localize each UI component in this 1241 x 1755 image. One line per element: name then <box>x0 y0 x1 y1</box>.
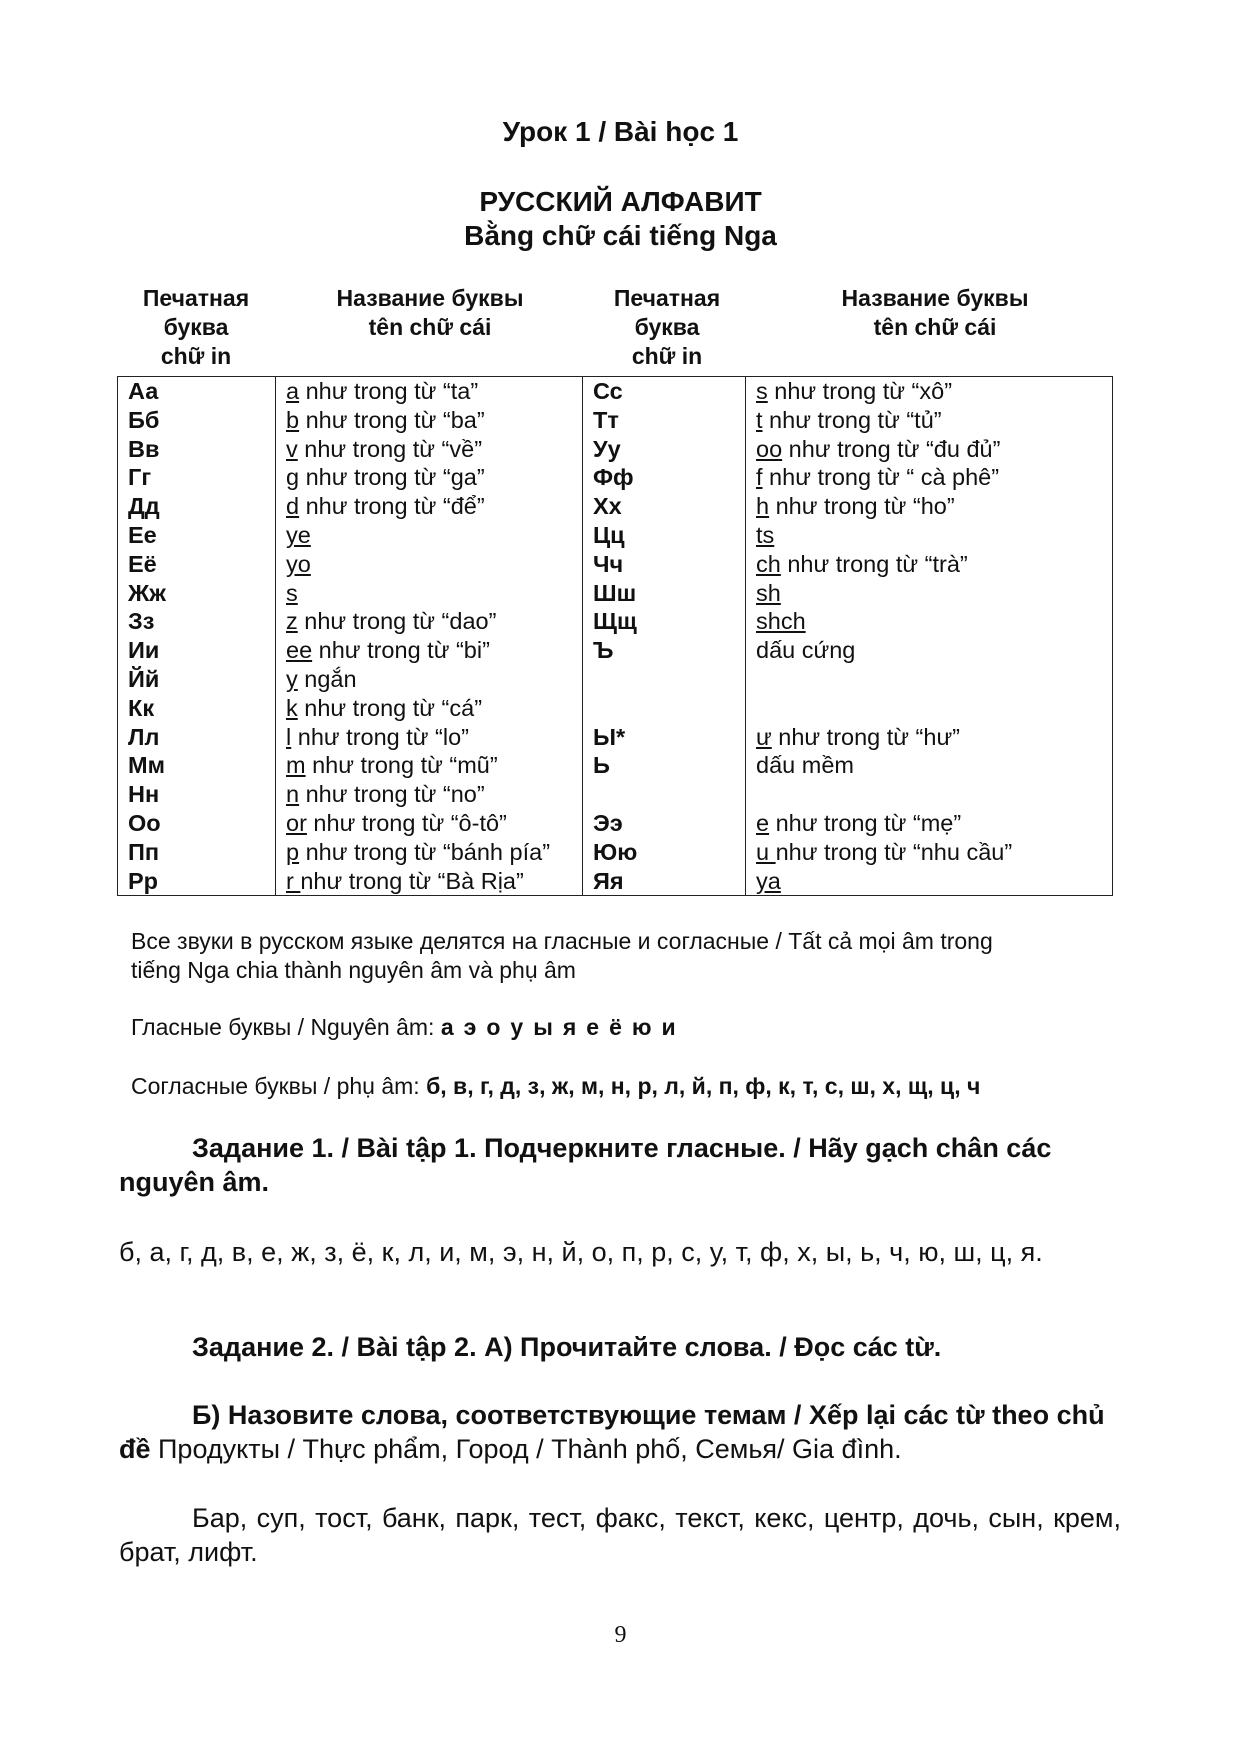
letter-name: f như trong từ “ cà phê” <box>756 464 1000 491</box>
printed-letter: Ее <box>118 521 276 550</box>
alphabet-row <box>118 607 1113 636</box>
vowel-letter: е <box>586 1014 600 1040</box>
printed-letter: Хх <box>583 492 746 521</box>
task2-part-b: Б) Назовите слова, соответствующие темам / Xếp lại các từ theo chủ đề Продукты / Thực phẩm, Город / Thành phố, Семья/ Gia đình. <box>119 1400 1105 1464</box>
letter-name: s <box>276 579 583 608</box>
letter-name: ư như trong từ “hư” <box>756 723 960 750</box>
alphabet-row <box>118 665 1113 694</box>
printed-letter: Юю <box>583 838 746 867</box>
printed-letter: Йй <box>118 665 276 694</box>
printed-letter: Тт <box>583 406 746 435</box>
printed-letter: Фф <box>583 463 746 492</box>
vowel-list <box>441 1014 686 1040</box>
vowel-letter: я <box>562 1014 577 1040</box>
letter-name: l như trong từ “lo” <box>276 723 583 752</box>
letter-name: z như trong từ “dao” <box>276 607 583 636</box>
alphabet-row <box>118 463 1113 492</box>
vowel-letter: а <box>440 1014 454 1040</box>
alphabet-row <box>118 406 1113 435</box>
letter-name <box>746 780 1113 809</box>
alphabet-row <box>118 838 1113 867</box>
printed-letter: Нн <box>118 780 276 809</box>
letter-name: b như trong từ “ba” <box>276 406 583 435</box>
alphabet-row <box>118 492 1113 521</box>
printed-letter: Рр <box>118 867 276 896</box>
letter-name: sh <box>756 579 781 606</box>
alphabet-title-ru: РУССКИЙ АЛФАВИТ <box>479 186 762 217</box>
letter-name: p như trong từ “bánh pía” <box>276 838 583 867</box>
letter-name: s như trong từ “xô” <box>756 378 953 404</box>
printed-letter: Ээ <box>583 809 746 838</box>
letter-name: n như trong từ “no” <box>276 780 583 809</box>
letter-name: shch <box>756 608 806 635</box>
task2-title: Задание 2. / Bài tập 2. А) Прочитайте слова. / Đọc các từ. <box>192 1332 942 1362</box>
letter-name <box>746 665 1113 694</box>
letter-name: ch như trong từ “trà” <box>756 550 968 577</box>
alphabet-table <box>117 376 1113 896</box>
printed-letter: Чч <box>583 550 746 579</box>
alphabet-row <box>118 809 1113 838</box>
printed-letter: Мм <box>118 751 276 780</box>
printed-letter: Ии <box>118 636 276 665</box>
printed-letter: Аа <box>118 377 276 406</box>
vowel-letter: ё <box>609 1014 622 1040</box>
vowels-line: Гласные буквы / Nguyên âm: а э о у ы я е ё ю и <box>131 1013 686 1042</box>
printed-letter: Её <box>118 550 276 579</box>
letter-name: k như trong từ “cá” <box>276 694 583 723</box>
task1-letters: б, а, г, д, в, е, ж, з, ё, к, л, и, м, э, н, й, о, п, р, с, у, т, ф, х, ы, ь, ч, ю, ш, ц, я. <box>119 1237 1043 1267</box>
column-header-name-2: Название буквы tên chữ cái <box>841 285 1029 340</box>
alphabet-row <box>118 435 1113 464</box>
letter-name: ya <box>756 867 781 894</box>
consonant-list: б, в, г, д, з, ж, м, н, р, л, й, п, ф, к, т, с, ш, х, щ, ц, ч <box>426 1073 981 1099</box>
printed-letter: Щщ <box>583 607 746 636</box>
letter-name <box>746 694 1113 723</box>
vowel-letter: у <box>510 1014 524 1040</box>
letter-name: v như trong từ “về” <box>276 435 583 464</box>
letter-name: dấu cứng <box>756 637 856 664</box>
letter-name: h như trong từ “ho” <box>756 493 955 520</box>
printed-letter: Цц <box>583 521 746 550</box>
vowel-letter: ы <box>533 1014 553 1040</box>
letter-name: t như trong từ “tủ” <box>756 406 942 433</box>
printed-letter: Гг <box>118 463 276 492</box>
column-header-printed-1: Печатная буква chữ in <box>142 285 250 369</box>
letter-name: ye <box>276 521 583 550</box>
printed-letter: Жж <box>118 579 276 608</box>
letter-name: ts <box>756 521 775 548</box>
printed-letter: Дд <box>118 492 276 521</box>
alphabet-row <box>118 579 1113 608</box>
alphabet-row <box>118 867 1113 896</box>
alphabet-row <box>118 723 1113 752</box>
letter-name: ee như trong từ “bi” <box>276 636 583 665</box>
alphabet-row <box>118 694 1113 723</box>
printed-letter: Кк <box>118 694 276 723</box>
printed-letter: Ъ <box>583 636 746 665</box>
printed-letter <box>583 780 746 809</box>
letter-name: a như trong từ “ta” <box>276 377 583 406</box>
page-number: 9 <box>614 1622 627 1648</box>
letter-name: dấu mềm <box>756 752 854 779</box>
letter-name: m như trong từ “mũ” <box>276 751 583 780</box>
lesson-heading: Урок 1 / Bài học 1 <box>502 116 739 147</box>
vowel-letter: э <box>463 1014 477 1040</box>
vowel-letter: ю <box>631 1014 652 1040</box>
printed-letter <box>583 665 746 694</box>
printed-letter: Ы* <box>583 723 746 752</box>
letter-name: or như trong từ “ô-tô” <box>276 809 583 838</box>
sounds-note: Все звуки в русском языке делятся на гласные и согласные / Tất cả mọi âm trong tiếng Nga chia thành nguyên âm và phụ âm <box>131 928 993 983</box>
printed-letter: Зз <box>118 607 276 636</box>
letter-name: d như trong từ “để” <box>276 492 583 521</box>
alphabet-row <box>118 780 1113 809</box>
task1-title: Задание 1. / Bài tập 1. Подчеркните гласные. / Hãy gạch chân các nguyên âm. <box>119 1133 1052 1197</box>
printed-letter: Бб <box>118 406 276 435</box>
printed-letter: Оо <box>118 809 276 838</box>
printed-letter: Лл <box>118 723 276 752</box>
printed-letter: Вв <box>118 435 276 464</box>
consonants-line: Согласные буквы / phụ âm: б, в, г, д, з, ж, м, н, р, л, й, п, ф, к, т, с, ш, х, щ, ц, ч <box>131 1073 981 1099</box>
alphabet-row <box>118 751 1113 780</box>
printed-letter: Шш <box>583 579 746 608</box>
printed-letter: Уу <box>583 435 746 464</box>
letter-name: yo <box>276 550 583 579</box>
printed-letter <box>583 694 746 723</box>
letter-name: u như trong từ “nhu cầu” <box>756 838 1013 865</box>
letter-name: g như trong từ “ga” <box>276 463 583 492</box>
printed-letter: Сс <box>583 377 746 406</box>
vowel-letter: и <box>661 1014 676 1040</box>
letter-name: oo như trong từ “đu đủ” <box>756 435 1001 462</box>
vowel-letter: о <box>486 1014 501 1040</box>
alphabet-row <box>118 550 1113 579</box>
letter-name: y ngắn <box>276 665 583 694</box>
printed-letter: Пп <box>118 838 276 867</box>
letter-name: e như trong từ “mẹ” <box>756 809 962 836</box>
alphabet-row <box>118 636 1113 665</box>
alphabet-row <box>118 377 1113 406</box>
alphabet-row <box>118 521 1113 550</box>
column-header-printed-2: Печатная буква chữ in <box>613 285 721 369</box>
task2-words: Бар, суп, тост, банк, парк, тест, факс, текст, кекс, центр, дочь, сын, крем, брат, лифт. <box>119 1503 1121 1567</box>
letter-name: r như trong từ “Bà Rịa” <box>276 867 583 896</box>
printed-letter: Яя <box>583 867 746 896</box>
column-header-name-1: Название буквы tên chữ cái <box>336 285 524 340</box>
alphabet-title-vi: Bằng chữ cái tiếng Nga <box>464 220 777 251</box>
printed-letter: Ь <box>583 751 746 780</box>
